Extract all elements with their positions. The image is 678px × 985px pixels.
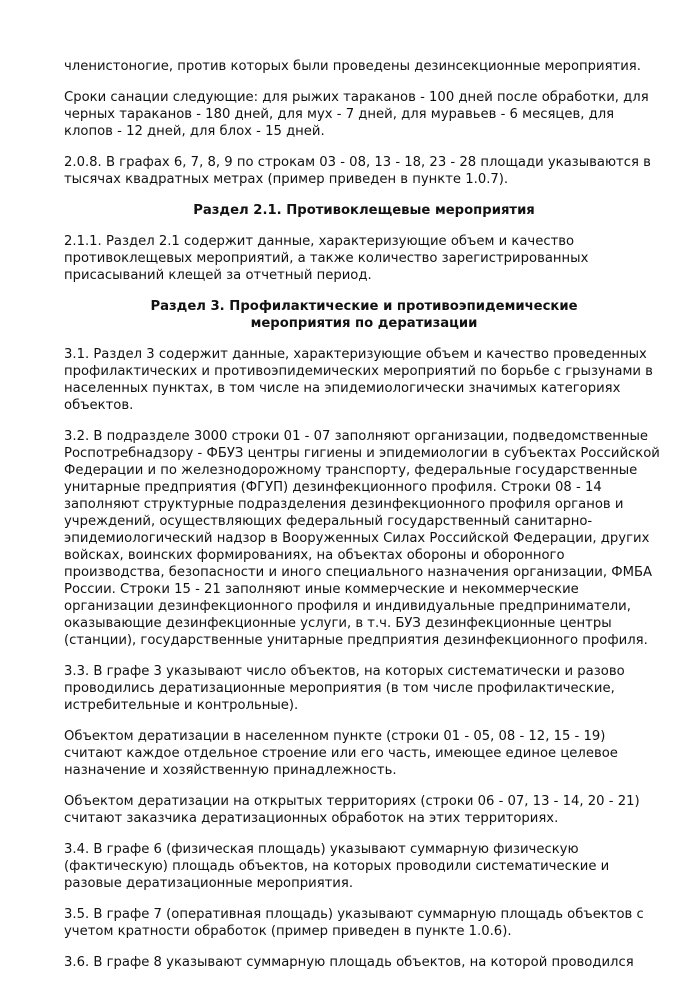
paragraph: Объектом дератизации на открытых территориях (строки 06 - 07, 13 - 14, 20 - 21) считают заказчика дератизационных обработок на этих территориях.	[64, 794, 640, 826]
paragraph: 3.1. Раздел 3 содержит данные, характеризующие объем и качество проведенных профилактических и противоэпидемических мероприятий по борьбе с грызунами в населенных пунктах, в том числе на эпидемиологически значимых категориях объектов.	[64, 347, 653, 413]
section-heading: Раздел 2.1. Противоклещевые мероприятия	[193, 203, 535, 218]
section-heading: Раздел 3. Профилактические и противоэпидемические мероприятия по дератизации	[150, 299, 578, 331]
paragraph: 3.4. В графе 6 (физическая площадь) указывают суммарную физическую (фактическую) площадь объектов, на которых проводили систематические и разовые дератизационные мероприятия.	[64, 842, 610, 891]
paragraph: 3.3. В графе 3 указывают число объектов, на которых систематически и разово проводились дератизационные мероприятия (в том числе профилактические, истребительные и контрольные).	[64, 664, 625, 713]
paragraph: Сроки санации следующие: для рыжих тараканов - 100 дней после обработки, для черных тараканов - 180 дней, для мух - 7 дней, для муравьев - 6 месяцев, для клопов - 12 дней, для блох - 15 дней.	[64, 90, 649, 139]
paragraph: 3.5. В графе 7 (оперативная площадь) указывают суммарную площадь объектов с учетом кратности обработок (пример приведен в пункте 1.0.6).	[64, 907, 644, 939]
paragraph: 2.0.8. В графах 6, 7, 8, 9 по строкам 03 - 08, 13 - 18, 23 - 28 площади указываются в тысячах квадратных метрах (пример приведен в пункте 1.0.7).	[64, 155, 651, 187]
document-body	[64, 58, 664, 985]
paragraph: 3.2. В подразделе 3000 строки 01 - 07 заполняют организации, подведомственные Роспотребнадзору - ФБУЗ центры гигиены и эпидемиологии в субъектах Российской Федерации и по железнодорожному транспорту, федеральные государственные унитарные предприятия (ФГУП) дезинфекционного профиля. Строки 08 - 14 заполняют структурные подразделения дезинфекционного профиля органов и учреждений, осуществляющих федеральный государственный санитарно-эпидемиологический надзор в Вооруженных Силах Российской Федерации, других войсках, воинских формированиях, на объектах обороны и оборонного производства, безопасности и иного специального назначения организации, ФМБА России. Строки 15 - 21 заполняют иные коммерческие и некоммерческие организации дезинфекционного профиля и индивидуальные предприниматели, оказывающие дезинфекционные услуги, в т.ч. БУЗ дезинфекционные центры (станции), государственные унитарные предприятия дезинфекционного профиля.	[64, 429, 660, 648]
paragraph: Объектом дератизации в населенном пункте (строки 01 - 05, 08 - 12, 15 - 19) считают каждое отдельное строение или его часть, имеющее единое целевое назначение и хозяйственную принадлежность.	[64, 729, 618, 778]
paragraph: 3.6. В графе 8 указывают суммарную площадь объектов, на которой проводился	[64, 955, 634, 970]
paragraph: 2.1.1. Раздел 2.1 содержит данные, характеризующие объем и качество противоклещевых мероприятий, а также количество зарегистрированных присасываний клещей за отчетный период.	[64, 234, 589, 283]
paragraph: членистоногие, против которых были проведены дезинсекционные мероприятия.	[64, 59, 641, 74]
